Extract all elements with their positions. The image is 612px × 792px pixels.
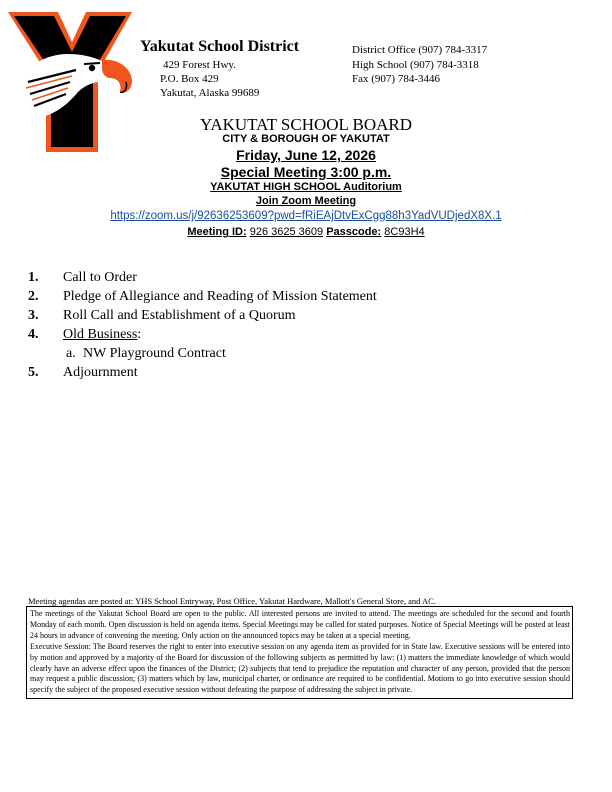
- zoom-link[interactable]: https://zoom.us/j/92636253609?pwd=fRiEAjDtvExCgg88h3YadVUDjedX8X.1: [110, 210, 502, 222]
- agenda-subitem-letter: a.: [66, 346, 76, 361]
- agenda-item-text: Adjournment: [63, 365, 138, 380]
- agenda-subitem: [28, 344, 377, 363]
- meeting-id-line: [0, 226, 612, 238]
- meeting-venue: YAKUTAT HIGH SCHOOL Auditorium: [210, 181, 402, 193]
- agenda-item-text: Old Business: [63, 327, 138, 342]
- agenda-item-number: 4.: [28, 327, 39, 342]
- notice-open-meetings: The meetings of the Yakutat School Board are open to the public. All interested persons are invited to attend. The meetings are scheduled for the second and fourth Monday of each month. Open discussion is held on agenda items. Special Meetings may be called for stated purposes. Notice of Special Meetings will be posted at least 24 hours in advance of convening the meeting. Only action on the announced topics may be taken at a special meeting.: [30, 609, 570, 640]
- agenda-item-suffix: :: [137, 327, 142, 342]
- fax-number: Fax (907) 784-3446: [352, 73, 440, 85]
- agenda-item-number: 3.: [28, 308, 39, 323]
- passcode-value: 8C93H4: [384, 226, 425, 238]
- address-street: 429 Forest Hwy.: [163, 59, 236, 71]
- agenda-item: [28, 325, 377, 344]
- agenda-item-text: Roll Call and Establishment of a Quorum: [63, 308, 296, 323]
- public-notice-box: [26, 606, 573, 699]
- address-po-box: P.O. Box 429: [160, 73, 219, 85]
- agenda-item: [28, 306, 377, 325]
- phone-district-office: District Office (907) 784-3317: [352, 44, 488, 56]
- agenda-item: [28, 363, 377, 382]
- agenda-item-number: 5.: [28, 365, 39, 380]
- city-borough: CITY & BOROUGH OF YAKUTAT: [222, 133, 390, 145]
- notice-executive-session: Executive Session: The Board reserves the right to enter into executive session on any agenda item as provided for in State law. Executive sessions will be entered into by motion and approved by a majority of the Board for discussion of the following subjects as permitted by law: (1) matters the immediate knowledge of which would clearly have an adverse effect upon the finances of the District; (2) subjects that tend to prejudice the reputation and character of any person, provided that the person may request a public discussion; (3) matters which by law, municipal charter, or ordinance are required to be confidential. Motions to go into executive session should specify the subject of the proposed executive session without defeating the purpose of addressing the subject in private.: [30, 641, 570, 695]
- board-title: YAKUTAT SCHOOL BOARD: [199, 115, 413, 134]
- agenda-item-number: 2.: [28, 289, 39, 304]
- meeting-id-label: Meeting ID:: [187, 226, 247, 238]
- agenda-subitem-text: NW Playground Contract: [83, 346, 226, 361]
- meeting-id-value: 926 3625 3609: [249, 226, 324, 238]
- agenda-item-text: Call to Order: [63, 270, 137, 285]
- agenda-list: [28, 268, 377, 382]
- meeting-date: Friday, June 12, 2026: [236, 147, 376, 163]
- meeting-type-time: Special Meeting 3:00 p.m.: [220, 164, 392, 180]
- agenda-item: [28, 287, 377, 306]
- agenda-item: [28, 268, 377, 287]
- passcode-label: Passcode:: [326, 226, 382, 238]
- agenda-item-number: 1.: [28, 270, 39, 285]
- district-name: Yakutat School District: [140, 38, 300, 55]
- address-city: Yakutat, Alaska 99689: [160, 87, 260, 99]
- posting-locations: Meeting agendas are posted at: YHS School Entryway, Post Office, Yakutat Hardware, Mallott's General Store, and AC.: [28, 596, 436, 606]
- agenda-item-text: Pledge of Allegiance and Reading of Mission Statement: [63, 289, 377, 304]
- zoom-join-label: Join Zoom Meeting: [255, 195, 357, 207]
- phone-high-school: High School (907) 784-3318: [352, 59, 479, 71]
